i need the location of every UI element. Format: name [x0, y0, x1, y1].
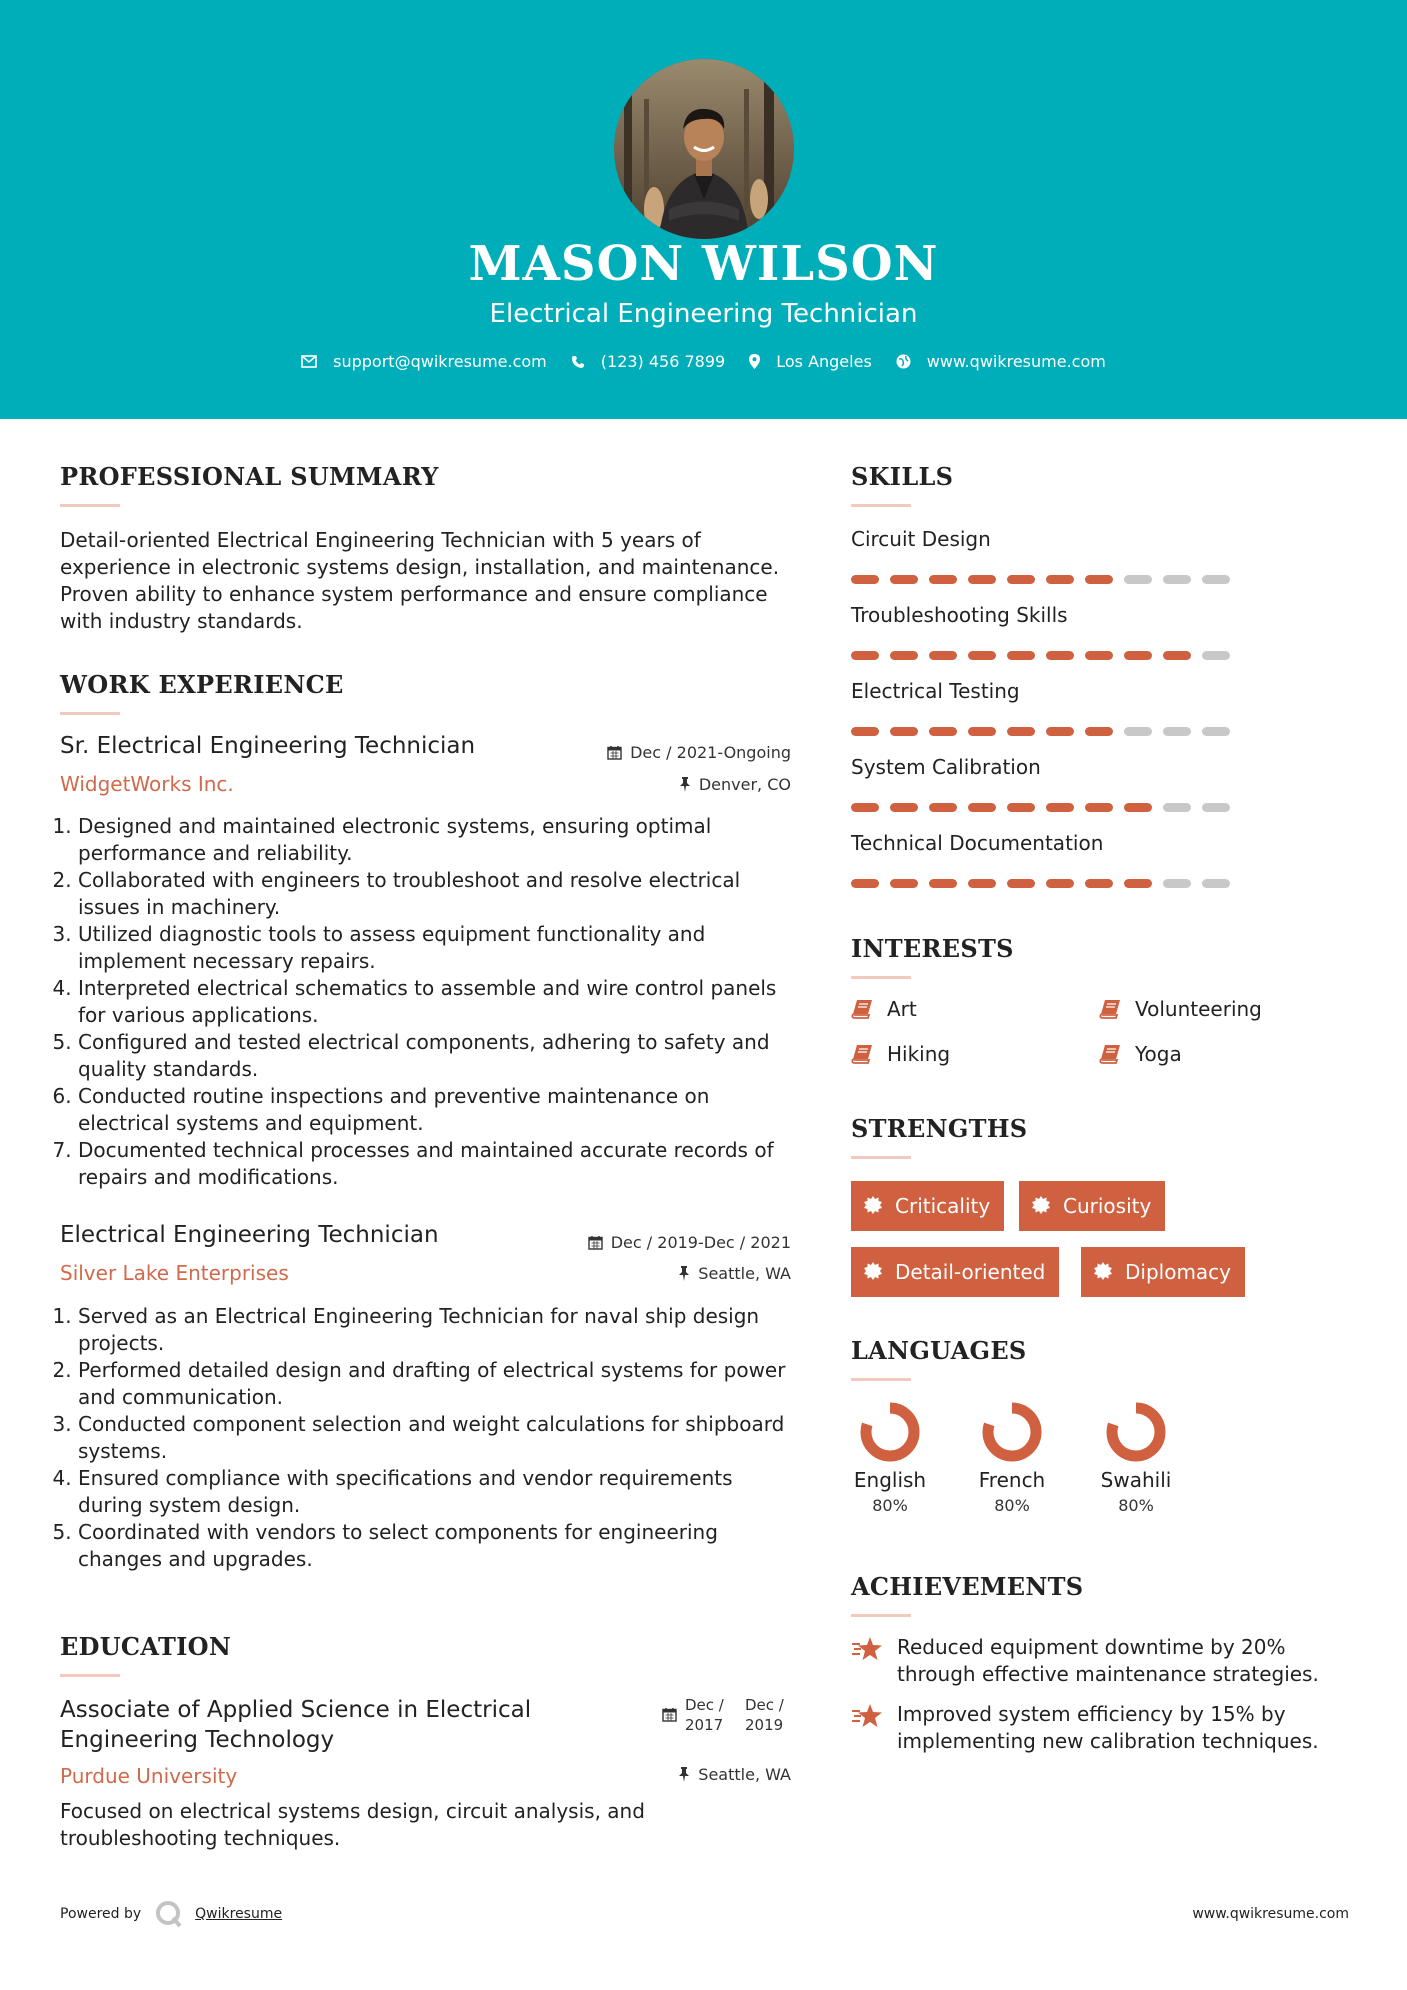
- skill-dot: [1202, 727, 1230, 736]
- skill-dot: [1007, 803, 1035, 812]
- skill-dot: [1046, 727, 1074, 736]
- summary-text: Detail-oriented Electrical Engineering Technician with 5 years of experience in electronic systems design, installation, and maintenance. Proven ability to enhance system performance and ensure compliance with industry standards.: [60, 528, 780, 633]
- skill-dot: [968, 727, 996, 736]
- job-company: Silver Lake Enterprises: [60, 1261, 289, 1285]
- skill-dot: [968, 575, 996, 584]
- contact-phone[interactable]: [571, 352, 725, 371]
- email-text: support@qwikresume.com: [333, 352, 547, 371]
- star-icon: [851, 1636, 883, 1662]
- skill-dot: [851, 727, 879, 736]
- footer-website[interactable]: www.qwikresume.com: [1192, 1906, 1349, 1922]
- skill-dot: [1085, 803, 1113, 812]
- pin-icon: [678, 1767, 690, 1782]
- skill-dot: [890, 727, 918, 736]
- list-item: 6. Conducted routine inspections and preventive maintenance on electrical systems and equipment.: [78, 1083, 790, 1137]
- skill-dot: [851, 651, 879, 660]
- qwikresume-logo-icon: [155, 1900, 183, 1928]
- skill-dot: [1085, 727, 1113, 736]
- envelope-icon: [301, 355, 317, 368]
- skill-name: Electrical Testing: [851, 679, 1020, 703]
- job-title: Electrical Engineering Technician: [60, 1222, 439, 1248]
- list-item: 1. Served as an Electrical Engineering Technician for naval ship design projects.: [78, 1303, 800, 1357]
- list-item: 2. Collaborated with engineers to troubleshoot and resolve electrical issues in machinery.: [78, 867, 790, 921]
- candidate-title: Electrical Engineering Technician: [489, 299, 918, 329]
- strength-label: Detail-oriented: [895, 1260, 1046, 1284]
- degree-line-1: Associate of Applied Science in Electrical: [60, 1697, 532, 1723]
- achievement-item: [851, 1634, 1356, 1688]
- book-icon: [1099, 1044, 1121, 1064]
- achievement-text: Improved system efficiency by 15% by implementing new calibration techniques.: [897, 1702, 1319, 1753]
- interest-label: Art: [887, 997, 917, 1021]
- skill-dot: [929, 575, 957, 584]
- skill-dot: [968, 803, 996, 812]
- strengths-underline: [851, 1156, 911, 1159]
- experience-underline: [60, 712, 120, 715]
- language-ring: [1106, 1402, 1166, 1462]
- skill-dot: [851, 803, 879, 812]
- skill-dot: [851, 879, 879, 888]
- skill-dot: [1163, 651, 1191, 660]
- list-item: 4. Ensured compliance with specifications and vendor requirements during system design.: [78, 1465, 800, 1519]
- achievement-item: [851, 1701, 1356, 1755]
- education-end: Dec / 2019: [745, 1696, 784, 1734]
- skill-dot: [968, 651, 996, 660]
- skill-dot: [1124, 575, 1152, 584]
- experience-heading: WORK EXPERIENCE: [60, 670, 344, 699]
- skill-dot: [1124, 879, 1152, 888]
- interests-underline: [851, 976, 911, 979]
- skill-dot: [851, 575, 879, 584]
- skill-dot: [1202, 651, 1230, 660]
- list-item: 3. Utilized diagnostic tools to assess equipment functionality and implement necessary repairs.: [78, 921, 790, 975]
- education-start: Dec / 2017: [685, 1696, 724, 1734]
- language-ring: [982, 1402, 1042, 1462]
- skill-level-bar: [851, 651, 1230, 660]
- education-location-text: Seattle, WA: [698, 1765, 791, 1784]
- skill-dot: [1124, 803, 1152, 812]
- skill-dot: [890, 575, 918, 584]
- job-title: Sr. Electrical Engineering Technician: [60, 733, 476, 759]
- interest-item: [1099, 1042, 1182, 1066]
- strength-tag: [851, 1181, 1004, 1231]
- powered-by-text: Powered by: [60, 1906, 142, 1922]
- skill-dot: [1163, 575, 1191, 584]
- contact-location: [749, 352, 872, 371]
- skill-name: Circuit Design: [851, 527, 991, 551]
- job-location-text: Seattle, WA: [698, 1264, 791, 1283]
- strengths-heading: STRENGTHS: [851, 1114, 1028, 1143]
- website-text: www.qwikresume.com: [926, 352, 1106, 371]
- skill-level-bar: [851, 803, 1230, 812]
- badge-icon: [1031, 1196, 1051, 1216]
- language-ring-fill: [866, 1408, 914, 1456]
- skill-dot: [929, 879, 957, 888]
- skills-underline: [851, 504, 911, 507]
- skill-dot: [890, 879, 918, 888]
- strength-label: Curiosity: [1063, 1194, 1152, 1218]
- skill-dot: [1085, 651, 1113, 660]
- contact-bar: [0, 352, 1407, 371]
- skill-level-bar: [851, 575, 1230, 584]
- calendar-icon: [607, 745, 622, 760]
- list-item: 5. Coordinated with vendors to select components for engineering changes and upgrades.: [78, 1519, 800, 1573]
- interest-item: [851, 1042, 950, 1066]
- interest-label: Yoga: [1135, 1042, 1182, 1066]
- achievements-heading: ACHIEVEMENTS: [851, 1572, 1084, 1601]
- language-percent: 80%: [994, 1496, 1030, 1515]
- skill-dot: [1202, 879, 1230, 888]
- language-percent: 80%: [1118, 1496, 1154, 1515]
- location-text: Los Angeles: [776, 352, 872, 371]
- resume-header: [0, 0, 1407, 419]
- qwikresume-link[interactable]: Qwikresume: [195, 1906, 283, 1922]
- strength-label: Diplomacy: [1125, 1260, 1232, 1284]
- skill-dot: [1007, 651, 1035, 660]
- skill-dot: [968, 879, 996, 888]
- skill-dot: [1124, 727, 1152, 736]
- list-item: 7. Documented technical processes and maintained accurate records of repairs and modifications.: [78, 1137, 790, 1191]
- job-location: [560, 775, 791, 794]
- skill-dot: [1124, 651, 1152, 660]
- language-ring-fill: [1112, 1408, 1160, 1456]
- achievements-underline: [851, 1614, 911, 1617]
- language-name: Swahili: [1100, 1468, 1172, 1492]
- skill-dot: [1007, 575, 1035, 584]
- footer-powered-by: [60, 1900, 282, 1928]
- education-location: [560, 1765, 791, 1784]
- skill-dot: [929, 727, 957, 736]
- job-bullets: [60, 1303, 800, 1573]
- skill-dot: [929, 651, 957, 660]
- skill-dot: [1007, 727, 1035, 736]
- phone-text: (123) 456 7899: [600, 352, 726, 371]
- pin-icon: [679, 777, 691, 792]
- language-percent: 80%: [872, 1496, 908, 1515]
- skill-dot: [1163, 879, 1191, 888]
- skill-dot: [1202, 575, 1230, 584]
- language-name: English: [853, 1468, 927, 1492]
- interest-item: [1099, 997, 1262, 1021]
- interests-heading: INTERESTS: [851, 934, 1014, 963]
- list-item: 5. Configured and tested electrical components, adhering to safety and quality standards.: [78, 1029, 790, 1083]
- calendar-icon: [662, 1707, 677, 1722]
- skills-heading: SKILLS: [851, 462, 954, 491]
- job-dates: [560, 743, 791, 762]
- language-item: [962, 1402, 1062, 1515]
- degree-line-2: Engineering Technology: [60, 1727, 335, 1753]
- skill-dot: [1202, 803, 1230, 812]
- language-item: [1086, 1402, 1186, 1515]
- skill-dot: [890, 651, 918, 660]
- job-dates-text: Dec / 2019-Dec / 2021: [610, 1233, 791, 1252]
- badge-icon: [863, 1262, 883, 1282]
- skill-name: Technical Documentation: [851, 831, 1104, 855]
- languages-heading: LANGUAGES: [851, 1336, 1027, 1365]
- list-item: 4. Interpreted electrical schematics to assemble and wire control panels for various applications.: [78, 975, 790, 1029]
- strength-tag: [851, 1247, 1059, 1297]
- skill-dot: [1046, 803, 1074, 812]
- skill-dot: [1163, 727, 1191, 736]
- strength-tag: [1081, 1247, 1245, 1297]
- education-heading: EDUCATION: [60, 1632, 232, 1661]
- achievement-text: Reduced equipment downtime by 20% through effective maintenance strategies.: [897, 1635, 1319, 1686]
- language-ring-fill: [988, 1408, 1036, 1456]
- skill-dot: [1046, 651, 1074, 660]
- badge-icon: [863, 1196, 883, 1216]
- book-icon: [1099, 999, 1121, 1019]
- strength-label: Criticality: [895, 1194, 991, 1218]
- phone-icon: [571, 355, 585, 369]
- degree-title: [60, 1695, 531, 1755]
- interest-label: Hiking: [887, 1042, 951, 1066]
- badge-icon: [1093, 1262, 1113, 1282]
- skill-level-bar: [851, 727, 1230, 736]
- languages-underline: [851, 1378, 911, 1381]
- contact-email[interactable]: [301, 352, 547, 371]
- education-dates: [645, 1695, 791, 1735]
- language-item: [840, 1402, 940, 1515]
- skill-dot: [1163, 803, 1191, 812]
- pin-icon: [678, 1266, 690, 1281]
- skill-dot: [1046, 575, 1074, 584]
- profile-photo: [614, 59, 794, 239]
- job-company: WidgetWorks Inc.: [60, 772, 234, 796]
- globe-icon: [896, 354, 911, 369]
- star-icon: [851, 1703, 883, 1729]
- summary-underline: [60, 504, 120, 507]
- school-name: Purdue University: [60, 1764, 238, 1788]
- skill-name: Troubleshooting Skills: [851, 603, 1068, 627]
- map-pin-icon: [749, 354, 760, 369]
- job-bullets: [60, 813, 790, 1191]
- education-description: Focused on electrical systems design, circuit analysis, and troubleshooting techniques.: [60, 1799, 645, 1850]
- language-name: French: [978, 1468, 1046, 1492]
- list-item: 3. Conducted component selection and weight calculations for shipboard systems.: [78, 1411, 800, 1465]
- skill-dot: [1007, 879, 1035, 888]
- list-item: 2. Performed detailed design and drafting of electrical systems for power and communication.: [78, 1357, 800, 1411]
- job-location-text: Denver, CO: [698, 775, 791, 794]
- book-icon: [851, 1044, 873, 1064]
- job-dates-text: Dec / 2021-Ongoing: [630, 743, 791, 762]
- summary-heading: PROFESSIONAL SUMMARY: [60, 462, 439, 491]
- interest-label: Volunteering: [1135, 997, 1262, 1021]
- skill-dot: [890, 803, 918, 812]
- job-location: [560, 1264, 791, 1283]
- language-ring: [860, 1402, 920, 1462]
- skill-dot: [1085, 879, 1113, 888]
- skill-level-bar: [851, 879, 1230, 888]
- skill-dot: [1085, 575, 1113, 584]
- strength-tag: [1019, 1181, 1165, 1231]
- job-dates: [540, 1233, 791, 1252]
- skill-dot: [929, 803, 957, 812]
- contact-website[interactable]: [896, 352, 1106, 371]
- skill-dot: [1046, 879, 1074, 888]
- calendar-icon: [588, 1235, 603, 1250]
- interest-item: [851, 997, 917, 1021]
- list-item: 1. Designed and maintained electronic systems, ensuring optimal performance and reliability.: [78, 813, 790, 867]
- book-icon: [851, 999, 873, 1019]
- education-underline: [60, 1674, 120, 1677]
- skill-name: System Calibration: [851, 755, 1041, 779]
- candidate-name: MASON WILSON: [468, 236, 939, 292]
